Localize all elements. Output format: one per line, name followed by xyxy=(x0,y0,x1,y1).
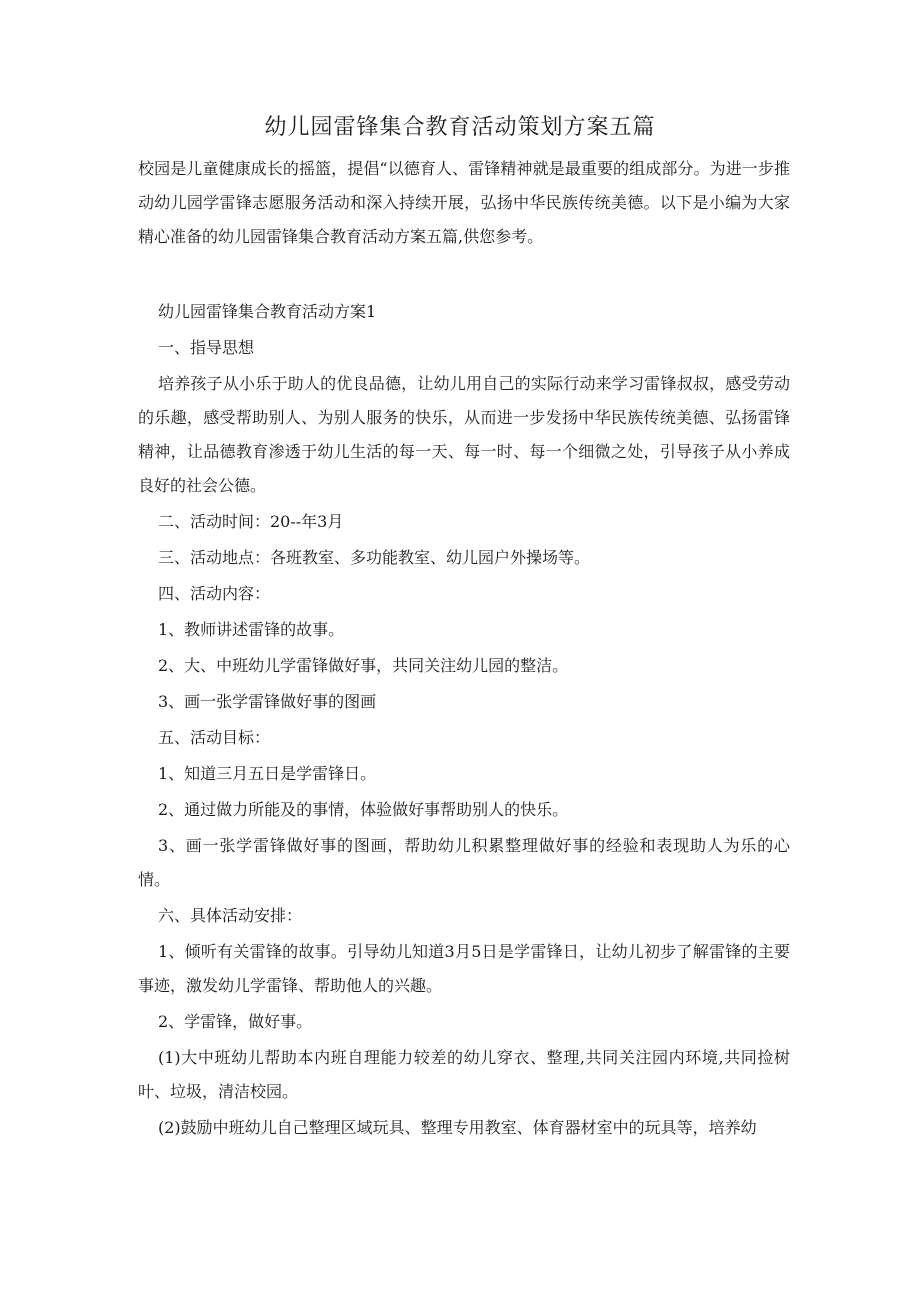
list-item-goal-2: 2、通过做力所能及的事情，体验做好事帮助别人的快乐。 xyxy=(158,800,569,819)
intro-paragraph: 校园是儿童健康成长的摇篮，提倡“以德育人、雷锋精神就是最重要的组成部分。为进一步推动幼儿园学雷锋志愿服务活动和深入持续开展，弘扬中华民族传统美德。以下是小编为大家精心准备的幼儿园雷锋集合教育活动方案五篇,供您参考。 xyxy=(138,159,790,246)
list-item-goal-1: 1、知道三月五日是学雷锋日。 xyxy=(158,764,377,783)
document-body xyxy=(138,295,790,1147)
sub-item-arrangement-2: (2)鼓励中班幼儿自己整理区域玩具、整理专用教室、体育器材室中的玩具等，培养幼 xyxy=(158,1118,757,1137)
intro-section xyxy=(138,152,790,254)
section-title: 幼儿园雷锋集合教育活动方案1 xyxy=(158,302,377,321)
heading-activity-content: 四、活动内容： xyxy=(158,584,271,603)
paragraph-guiding-ideology: 培养孩子从小乐于助人的优良品德，让幼儿用自己的实际行动来学习雷锋叔叔，感受劳动的乐趣，感受帮助别人、为别人服务的快乐，从而进一步发扬中华民族传统美德、弘扬雷锋精神，让品德教育渗透于幼儿生活的每一天、每一时、每一个细微之处，引导孩子从小养成良好的社会公德。 xyxy=(138,374,790,495)
list-item-content-2: 2、大、中班幼儿学雷锋做好事，共同关注幼儿园的整洁。 xyxy=(158,656,569,675)
heading-guiding-ideology: 一、指导思想 xyxy=(158,338,255,357)
paragraph-activity-time: 二、活动时间：20--年3月 xyxy=(158,512,344,531)
document-title: 幼儿园雷锋集合教育活动策划方案五篇 xyxy=(264,115,656,140)
list-item-content-1: 1、教师讲述雷锋的故事。 xyxy=(158,620,345,639)
list-item-arrangement-2: 2、学雷锋，做好事。 xyxy=(158,1012,313,1031)
heading-activity-arrangement: 六、具体活动安排： xyxy=(158,906,303,925)
sub-item-arrangement-1: (1)大中班幼儿帮助本内班自理能力较差的幼儿穿衣、整理,共同关注园内环境,共同捡树叶、垃圾，清洁校园。 xyxy=(138,1048,790,1101)
paragraph-activity-location: 三、活动地点：各班教室、多功能教室、幼儿园户外操场等。 xyxy=(158,548,591,567)
list-item-goal-3: 3、画一张学雷锋做好事的图画，帮助幼儿积累整理做好事的经验和表现助人为乐的心情。 xyxy=(138,836,790,889)
list-item-content-3: 3、画一张学雷锋做好事的图画 xyxy=(158,692,377,711)
heading-activity-goals: 五、活动目标： xyxy=(158,728,271,747)
list-item-arrangement-1: 1、倾听有关雷锋的故事。引导幼儿知道3月5日是学雷锋日，让幼儿初步了解雷锋的主要事迹，激发幼儿学雷锋、帮助他人的兴趣。 xyxy=(138,942,790,995)
